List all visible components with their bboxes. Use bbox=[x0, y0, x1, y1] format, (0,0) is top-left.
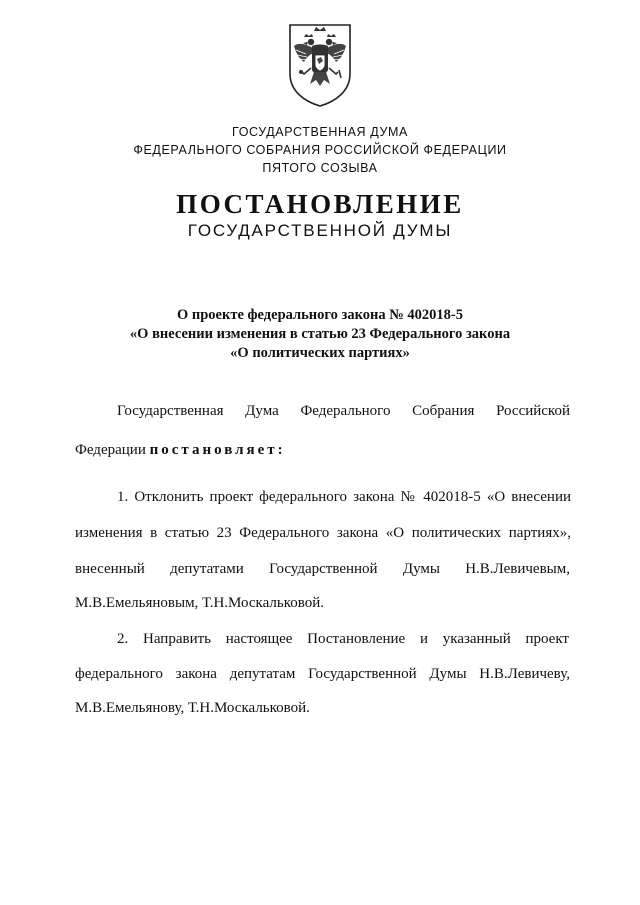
item-1-line-1: 1. Отклонить проект федерального закона № 402018-5 «О внесении bbox=[117, 489, 571, 505]
document-type-title: ПОСТАНОВЛЕНИЕ bbox=[176, 189, 464, 219]
org-name-line-2: ФЕДЕРАЛЬНОГО СОБРАНИЯ РОССИЙСКОЙ ФЕДЕРАЦИИ bbox=[133, 143, 507, 157]
subject-line-3: «О политических партиях» bbox=[230, 345, 410, 361]
coat-of-arms-icon bbox=[286, 22, 354, 108]
subject-line-2: «О внесении изменения в статью 23 Федерального закона bbox=[129, 326, 511, 342]
convocation-line: ПЯТОГО СОЗЫВА bbox=[262, 161, 378, 175]
item-2-line-2: федерального закона депутатам Государственной Думы Н.В.Левичеву, bbox=[75, 666, 570, 682]
org-name-line-1: ГОСУДАРСТВЕННАЯ ДУМА bbox=[232, 125, 408, 139]
item-1-line-4: М.В.Емельяновым, Т.Н.Москальковой. bbox=[75, 595, 325, 611]
preamble-line-2-text: Федерации bbox=[75, 442, 150, 458]
preamble-line-2 bbox=[75, 440, 286, 460]
item-2-line-1: 2. Направить настоящее Постановление и указанный проект bbox=[117, 631, 569, 647]
preamble-line-1: Государственная Дума Федерального Собрания Российской bbox=[117, 403, 570, 419]
issuing-body-title: ГОСУДАРСТВЕННОЙ ДУМЫ bbox=[187, 221, 453, 240]
subject-line-1: О проекте федерального закона № 402018-5 bbox=[176, 307, 464, 323]
item-1-line-3: внесенный депутатами Государственной Думы Н.В.Левичевым, bbox=[75, 561, 570, 577]
item-2-line-3: М.В.Емельянову, Т.Н.Москальковой. bbox=[75, 700, 310, 716]
resolves-word: постановляет: bbox=[149, 442, 286, 458]
item-1-line-2: изменения в статью 23 Федерального закона «О политических партиях», bbox=[75, 525, 571, 541]
